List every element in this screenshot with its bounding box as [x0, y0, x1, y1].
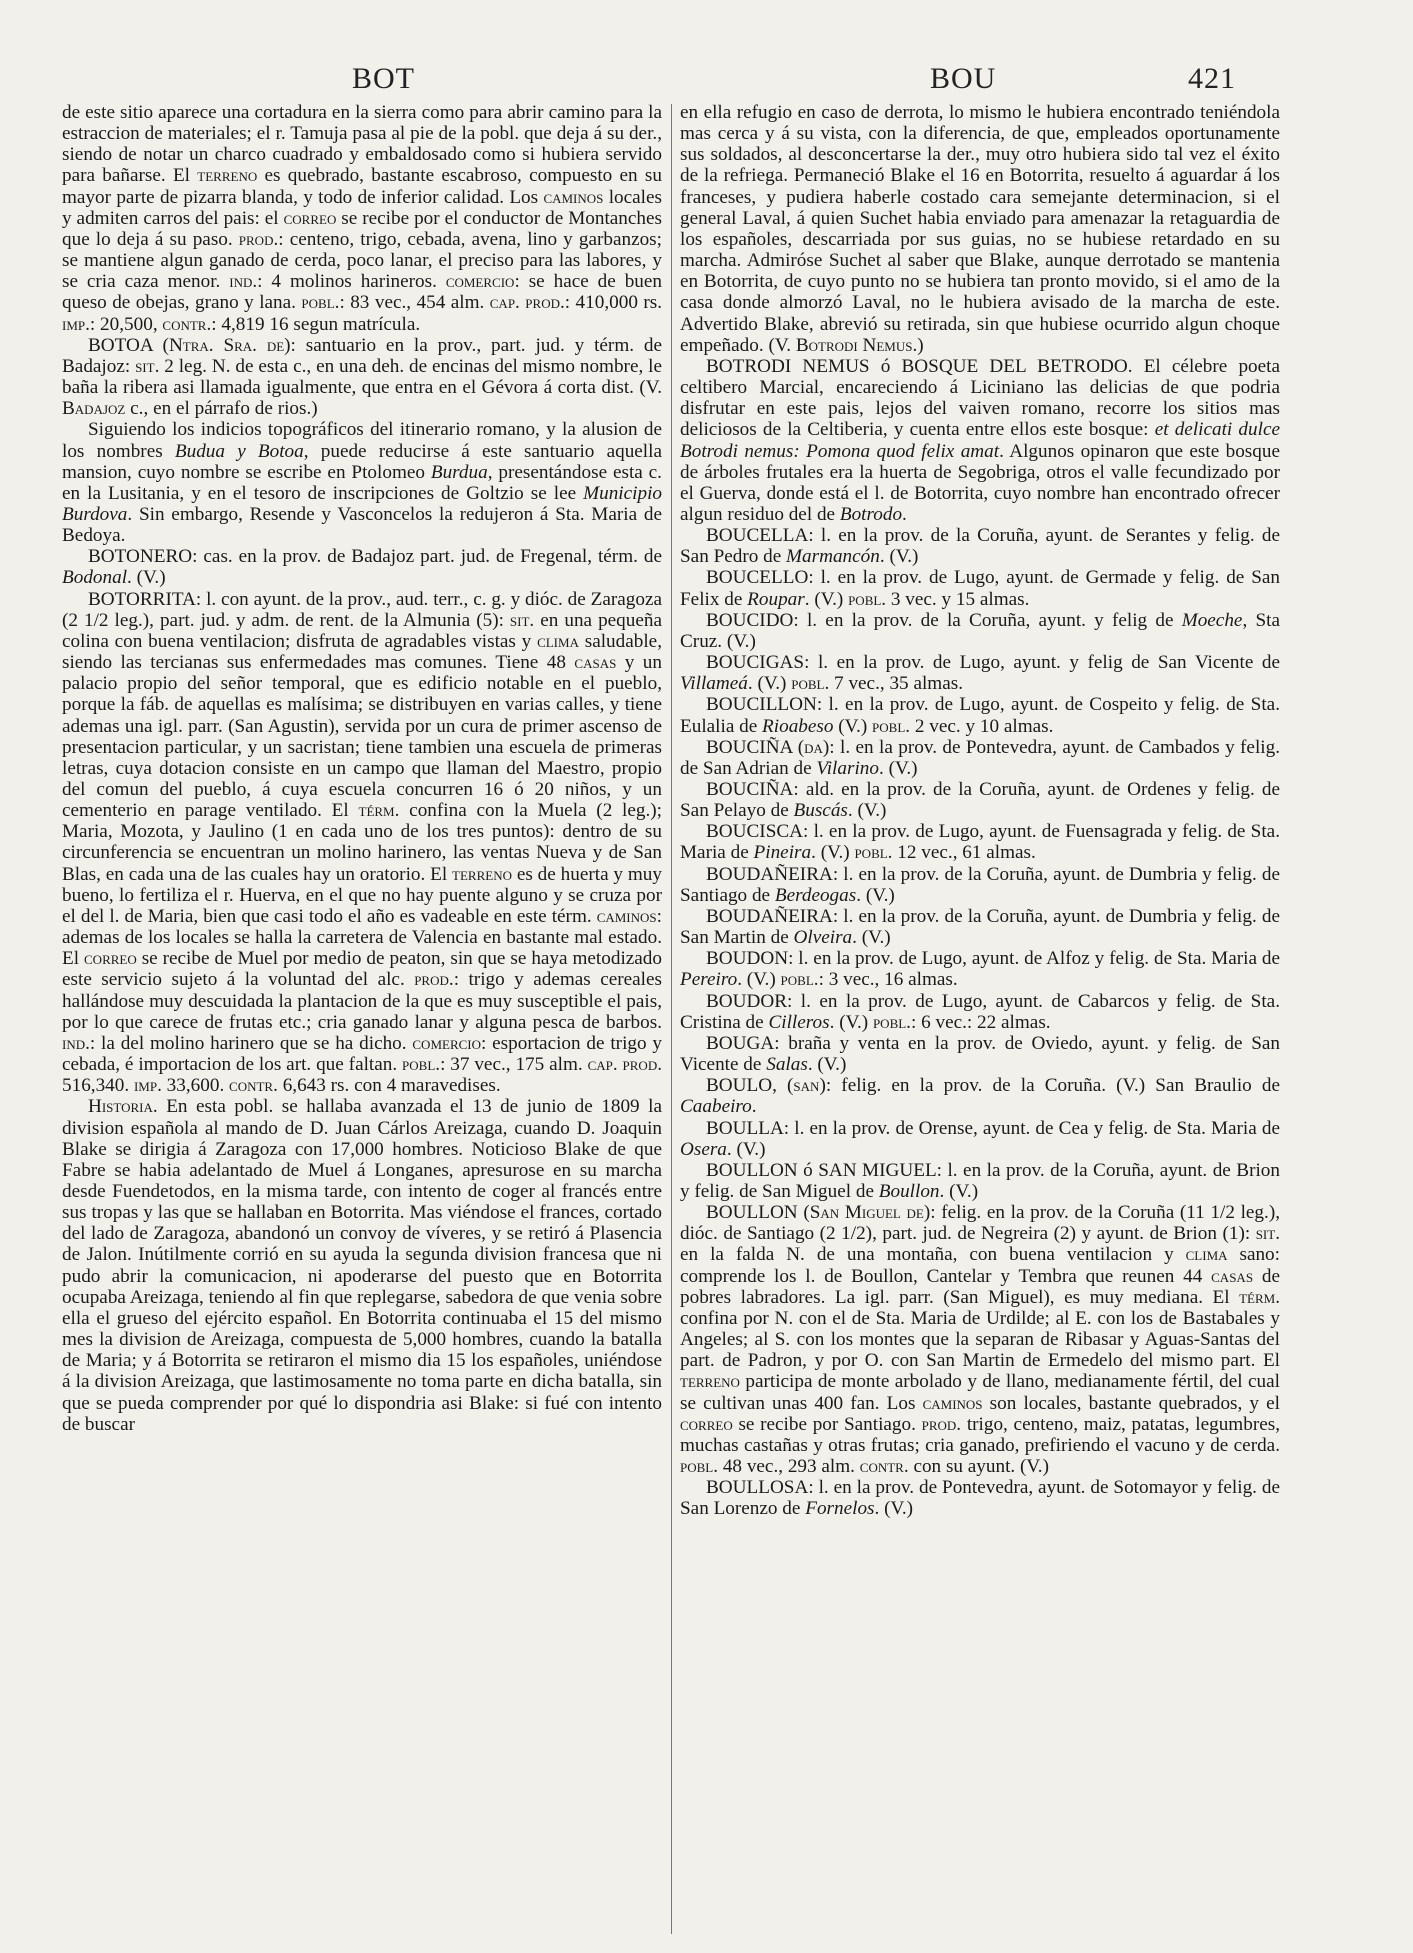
entry-paragraph	[680, 737, 1280, 779]
text-run: se recibe de Muel por medio de peaton, sin que se haya metodizado este servicio sujeto á la voluntad del alc.	[62, 948, 662, 991]
text-run: : 3 vec., 16 almas.	[818, 969, 958, 991]
entry-paragraph	[680, 102, 1280, 356]
small-caps-text: pobl.	[848, 588, 887, 610]
text-run: : ademas de los locales se halla la carretera de Valencia en bastante mal estado. El	[62, 905, 662, 970]
small-caps-text: sit.	[1255, 1223, 1280, 1245]
small-caps-text: correo	[680, 1413, 733, 1435]
italic-text: Burdua	[430, 461, 488, 483]
text-run: . (V.)	[829, 1011, 873, 1033]
text-run: : centeno, trigo, cebada, avena, lino y garbanzos; se mantiene algun ganado de cerda, poco lanar, el preciso para las labores, y se cria caza menor.	[62, 228, 662, 293]
text-run: . (V.)	[939, 1180, 979, 1202]
text-run: ): felig. en la prov. de la Coruña (11 1/2 leg.), dióc. de Santiago (2 1/2), part. jud. de Negreira (2) y ayunt. de Brion (1):	[680, 1202, 1280, 1245]
small-caps-text: correo	[84, 948, 137, 970]
text-run: : 37 vec., 175 alm.	[440, 1054, 588, 1076]
small-caps-text: Botrodi Nemus	[795, 334, 913, 356]
text-run: : 6 vec.: 22 almas.	[910, 1011, 1051, 1033]
text-run: de pobres labradores. La igl. parr. (San Miguel), es muy mediana. El	[680, 1265, 1280, 1308]
text-run: . (V.)	[807, 1054, 847, 1076]
text-run: participa de monte arbolado y de llano, medianamente fértil, del cual se cultivan unas 400 fan. Los	[680, 1371, 1280, 1414]
small-caps-text: caminos	[922, 1392, 983, 1414]
text-run: , presentándose esta c. en la Lusitania, y en el tesoro de inscripciones de Goltzio se lee	[62, 461, 662, 504]
italic-text: Roupar	[747, 588, 805, 610]
text-run: en ella refugio en caso de derrota, lo mismo le hubiera encontrado teniéndola mas cerca y á su vista, con la diferencia, de que, empleados oportunamente sus soldados, al desconcertarse la der., muy otro hubiera sido tal vez el éxito de la refriega. Permaneció Blake el 16 en Botorrita, resuelto á aguardar á los franceses, y pudiera haberle costado cara semejante determinacion, si el general Laval, á quien Suchet habia enviado para amenazar la retaguardia de los españoles, descarriada por sus guias, no se hubiese retardado en su marcha. Admiróse Suchet al saber que Blake, aunque derrotado se mantenia en Botorrita, de cuyo punto no se hubiera tan pronto movido, si el amo de la casa donde almorzó Laval, no le hubiera avisado de la marcha de este. Advertido Blake, abrevió su retirada, sin que hubiese ocurrido algun choque empeñado. (V.	[680, 102, 1280, 356]
small-caps-text: Historia.	[88, 1096, 158, 1118]
entry-paragraph	[680, 610, 1280, 652]
text-run: . (V.)	[747, 673, 792, 695]
small-caps-text: pobl.	[872, 1011, 911, 1033]
small-caps-text: imp.	[133, 1075, 162, 1097]
text-run: . (V.)	[878, 757, 918, 779]
text-run: En esta pobl. se hallaba avanzada el 13 de junio de 1809 la division española al mando de D. Juan Cárlos Areizaga, cuando D. Joaquin Blake se dirigia á Zaragoza con 17,000 hombres. Noticioso Blake de que Fabre se habia adelantado de Muel á Longanes, apresurose en su marcha desde Fuendetodos, en la misma tarde, con intento de coger al francés entre sus tropas y las que se hallaban en Botorrita. Mas viéndose el frances, cortado del lado de Zaragoza, abandonó un convoy de víveres, y se retiró á Plasencia de Jalon. Inútilmente corrió en su ayuda la segunda division francesa que ni pudo abrir la comunicacion, ni apoderarse del puesto que en Botorrita ocupaba Areizaga, teniendo al fin que replegarse, sabedora de que venia sobre ella el grueso del ejército español. En Botorrita continuaba el 15 del mismo mes la division de Areizaga, compuesta de 5,000 hombres, cuando la batalla de Maria; y á Botorrita se retiraron el mismo dia 15 los españoles, uniéndose á la division Areizaga, que lastimosamente no toma parte en dicha batalla, sin que se pueda comprender por qué lo dispondria asi Blake: si fué con intento de buscar	[62, 1096, 662, 1435]
text-run: trigo, centeno, maiz, patatas, legumbres, muchas castañas y otras frutas; cria ganado, prefiriendo el vacuno y de cerda.	[680, 1413, 1280, 1456]
entry-paragraph	[680, 906, 1280, 948]
left-column	[62, 102, 662, 1942]
italic-text: Olveira	[793, 927, 853, 949]
text-run: . Sin embargo, Resende y Vasconcelos la redujeron á Sta. Maria de Bedoya.	[62, 503, 662, 547]
entry-paragraph	[680, 1477, 1280, 1519]
small-caps-text: da	[804, 736, 823, 758]
small-caps-text: pobl.	[791, 673, 830, 695]
text-run: se recibe por el conductor de Montanches que lo deja á su paso.	[62, 207, 662, 250]
italic-text: Rioabeso	[762, 715, 834, 737]
entry-paragraph	[680, 652, 1280, 694]
text-run: Siguiendo los indicios topográficos del itinerario romano, y la alusion de los nombres	[62, 419, 662, 462]
small-caps-text: terreno	[452, 863, 512, 885]
small-caps-text: ind.	[62, 1032, 90, 1054]
entry-paragraph	[62, 419, 662, 546]
text-run: con su ayunt. (V.)	[908, 1456, 1049, 1477]
text-run: en la falda N. de una montaña, con buena ventilacion y	[680, 1244, 1186, 1266]
text-run: BOUCIGAS: l. en la prov. de Lugo, ayunt. y felig de San Vicente de	[706, 652, 1280, 674]
entry-paragraph	[680, 1033, 1280, 1075]
text-run: 516,340.	[62, 1075, 134, 1097]
small-caps-text: pobl.	[854, 842, 893, 864]
text-run: BOUDON: l. en la prov. de Lugo, ayunt. de Alfoz y felig. de Sta. Maria de	[706, 948, 1280, 970]
italic-text: et delicati dulce Botrodi nemus: Pomona quod felix amat	[680, 419, 1280, 462]
entry-paragraph	[680, 779, 1280, 821]
text-run: BOUDAÑEIRA: l. en la prov. de la Coruña, ayunt. de Dumbria y felig. de San Martin de	[680, 905, 1280, 949]
small-caps-text: cap. prod.	[489, 292, 565, 314]
text-run: . Algunos opinaron que este bosque de árboles frutales era la huerta de Segobriga, otros el valle fecundizado por el Guerva, donde está el l. de Botorrita, cuyo nombre han encontrado ofrecer algun residuo del de	[680, 440, 1280, 525]
text-run: BOUCELLA: l. en la prov. de la Coruña, ayunt. de Serantes y felig. de San Pedro de	[680, 525, 1280, 568]
small-caps-text: ind.	[229, 271, 258, 293]
italic-text: Budua y Botoa	[174, 440, 304, 462]
small-caps-text: sit.	[509, 609, 535, 631]
text-run: 2 vec. y 10 almas.	[910, 715, 1054, 737]
small-caps-text: contr.	[859, 1456, 909, 1477]
small-caps-text: clima	[1185, 1244, 1228, 1266]
running-head-left: BOT	[352, 62, 415, 95]
italic-text: Villameá	[680, 673, 748, 695]
text-run: BOUDOR: l. en la prov. de Lugo, ayunt. de Cabarcos y felig. de Sta. Cristina de	[680, 990, 1280, 1033]
small-caps-text: comercio	[445, 271, 515, 293]
text-run: , puede reducirse á este santuario aquella mansion, cuyo nombre se escribe en Ptolomeo	[62, 440, 662, 483]
small-caps-text: contr.	[229, 1075, 278, 1097]
italic-text: Salas	[766, 1054, 808, 1076]
small-caps-text: pobl.	[680, 1456, 719, 1477]
entry-paragraph	[680, 864, 1280, 906]
text-run: BOULLA: l. en la prov. de Orense, ayunt. de Cea y felig. de Sta. Maria de	[706, 1117, 1280, 1139]
text-run: : esportacion de trigo y cebada, é importacion de los art. que faltan.	[62, 1032, 662, 1076]
small-caps-text: terreno	[197, 165, 258, 187]
entry-paragraph	[680, 991, 1280, 1033]
small-caps-text: casas	[574, 652, 617, 674]
italic-text: Caabeiro	[680, 1096, 752, 1118]
text-run: : 83 vec., 454 alm.	[339, 292, 490, 314]
text-run: .	[751, 1096, 757, 1118]
text-run: sano: comprende los l. de Boullon, Cantelar y Tembra que reunen 44	[680, 1244, 1280, 1287]
text-run: son locales, bastante quebrados, y el	[982, 1392, 1280, 1414]
text-run: . (V.)	[847, 800, 887, 822]
small-caps-text: pobl.	[780, 969, 819, 991]
entry-paragraph	[680, 356, 1280, 525]
entry-paragraph	[62, 1096, 662, 1435]
entry-paragraph	[680, 821, 1280, 863]
small-caps-text: prod.	[238, 228, 279, 250]
text-run: , Sta Cruz. (V.)	[680, 609, 1280, 652]
text-run: BOUCISCA: l. en la prov. de Lugo, ayunt. de Fuensagrada y felig. de Sta. Maria de	[680, 821, 1280, 864]
text-run: . (V.)	[852, 927, 891, 949]
text-run: BOTONERO: cas. en la prov. de Badajoz part. jud. de Fregenal, térm. de	[88, 546, 662, 568]
small-caps-text: Badajoz	[62, 398, 126, 420]
text-run: y un palacio propio del señor temporal, que es edificio notable en el pueblo, porque la fáb. de aquellas es malísima; se distribuyen en varias calles, y tiene ademas una igl. parr. (San Agustin), servida por un cura de primer ascenso de presentacion particular, y un sacristan; tiene tambien una escuela de primeras letras, cuya dotacion consiste en un campo que llaman del Maestro, propio del comun del pueblo, á cuya escuela concurren 16 ó 20 niños, y un cementerio en parage ventilado. El	[62, 652, 662, 822]
small-caps-text: correo	[283, 207, 337, 229]
text-run: : la del molino harinero que se ha dicho.	[89, 1032, 413, 1054]
text-run: es de huerta y muy bueno, lo fertiliza el r. Huerva, en el que no hay puente alguno y se cruza por el del l. de Maria, bien que casi todo el año es vadeable en este térm.	[62, 863, 662, 927]
text-run: BOUCIÑA: ald. en la prov. de la Coruña, ayunt. de Ordenes y felig. de San Pelayo de	[680, 779, 1280, 822]
text-run: (V.)	[833, 715, 873, 737]
text-run: .	[902, 503, 907, 525]
text-run: de este sitio aparece una cortadura en la sierra como para abrir camino para la estraccion de materiales; el r. Tamuja pasa al pie de la pobl. que deja á su der., siendo de notar un charco cuadrado y embaldosado como si hubiera servido para bañarse. El	[62, 102, 662, 187]
text-run: . (V.)	[737, 969, 781, 991]
text-run: 48 vec., 293 alm.	[718, 1456, 860, 1477]
text-run: ): santuario en la prov., part. jud. y térm. de Badajoz:	[62, 334, 662, 377]
text-run: BOTORRITA: l. con ayunt. de la prov., aud. terr., c. g. y dióc. de Zaragoza (2 1/2 leg.), part. jud. y adm. de rent. de la Almunia (5):	[62, 588, 662, 631]
text-run: confina con la Muela (2 leg.); Maria, Mozota, y Jaulino (1 en cada uno de los tres puntos): dentro de su circunferencia se encuentran un molino harinero, las ventas Nueva y de San Blas, en cada una de las cuales hay un oratorio. El	[62, 800, 662, 885]
italic-text: Boullon	[878, 1180, 940, 1202]
entry-paragraph	[680, 948, 1280, 990]
text-run: 33,600.	[161, 1075, 230, 1097]
right-column	[680, 102, 1280, 1942]
text-run: BOULO, (	[706, 1075, 794, 1097]
italic-text: Pereiro	[680, 969, 738, 991]
text-run: c., en el párrafo de rios.)	[125, 398, 318, 420]
small-caps-text: terreno	[680, 1371, 740, 1393]
text-run: . (V.)	[811, 842, 855, 864]
small-caps-text: térm.	[1239, 1286, 1280, 1308]
entry-paragraph	[62, 335, 662, 420]
text-run: . (V.)	[879, 546, 919, 568]
italic-text: Fornelos	[805, 1498, 875, 1520]
small-caps-text: térm.	[358, 800, 400, 822]
text-run: 3 vec. y 15 almas.	[886, 588, 1030, 610]
text-run: : 20,500,	[89, 313, 163, 335]
small-caps-text: san	[793, 1075, 820, 1097]
text-run: se recibe por Santiago.	[732, 1413, 922, 1435]
text-run: BOUCELLO: l. en la prov. de Lugo, ayunt. de Germade y felig. de San Felix de	[680, 567, 1280, 610]
italic-text: Berdeogas	[774, 884, 857, 906]
text-run: 7 vec., 35 almas.	[829, 673, 963, 695]
text-run: BOUGA: braña y venta en la prov. de Oviedo, ayunt. y felig. de San Vicente de	[680, 1032, 1280, 1076]
small-caps-text: cap. prod.	[587, 1054, 662, 1076]
small-caps-text: contr.	[162, 313, 212, 335]
text-run: BOULLON ó SAN MIGUEL: l. en la prov. de la Coruña, ayunt. de Brion y felig. de San Miguel de	[680, 1159, 1280, 1202]
italic-text: Cilleros	[768, 1011, 830, 1033]
small-caps-text: prod.	[414, 969, 454, 991]
small-caps-text: casas	[1211, 1265, 1254, 1287]
small-caps-text: pobl.	[301, 292, 340, 314]
text-run: confina por N. con el de Sta. Maria de Urdilde; al E. con los de Bastabales y Angeles; al S. con los montes que la separan de Ribasar y Aguas-Santas del part. de Padron, y por O. con San Martin de Ermedelo del mismo part. El	[680, 1307, 1280, 1372]
entry-paragraph	[680, 525, 1280, 567]
italic-text: Bodonal	[62, 567, 128, 589]
entry-paragraph	[680, 1202, 1280, 1477]
small-caps-text: pobl.	[872, 715, 911, 737]
text-run: 12 vec., 61 almas.	[892, 842, 1036, 864]
small-caps-text: sit.	[135, 355, 160, 377]
text-run: BOULLOSA: l. en la prov. de Pontevedra, ayunt. de Sotomayor y felig. de San Lorenzo de	[680, 1477, 1280, 1520]
small-caps-text: caminos	[543, 186, 604, 208]
running-head-right: BOU	[930, 62, 997, 95]
text-run: locales y admiten carros del pais: el	[62, 186, 662, 229]
text-run: . (V.)	[856, 884, 895, 906]
text-run: BOUCILLON: l. en la prov. de Lugo, ayunt. de Cospeito y felig. de Sta. Eulalia de	[680, 694, 1280, 737]
italic-text: Marmancón	[786, 546, 880, 568]
small-caps-text: clima	[537, 630, 579, 652]
text-run: BOUDAÑEIRA: l. en la prov. de la Coruña, ayunt. de Dumbria y felig. de Santiago de	[680, 863, 1280, 906]
small-caps-text: caminos	[596, 905, 657, 927]
column-divider	[671, 104, 672, 1934]
small-caps-text: San Miguel de	[809, 1202, 924, 1224]
italic-text: Pineira	[753, 842, 812, 864]
text-run: : 410,000 rs.	[564, 292, 662, 314]
entry-paragraph	[62, 546, 662, 588]
small-caps-text: comercio	[412, 1032, 482, 1054]
text-run: : trigo y ademas cereales hallándose muy descuidada la plantacion de la que es muy susceptible el pais, por lo que carece de frutas etc.; cria ganado lanar y alguna pesca de barbos.	[62, 969, 662, 1033]
text-run: : 4,819 16 segun matrícula.	[211, 313, 421, 335]
text-run: BOTRODI NEMUS ó BOSQUE DEL BETRODO. El célebre poeta celtibero Marcial, encareciendo á Liciniano las delicias de que podria disfrutar en este pais, lejos del vaiven romano, recorre los sitios mas deliciosos de la Celtiberia, y cuenta entre ellos este bosque:	[680, 355, 1280, 441]
text-run: BOUCIÑA (	[706, 736, 805, 758]
text-run: en una pequeña colina con buena ventilacion; disfruta de agradables vistas y	[62, 609, 662, 652]
entry-paragraph	[62, 589, 662, 1097]
small-caps-text: Ntra. Sra. de	[168, 334, 285, 356]
text-run: ): l. en la prov. de Pontevedra, ayunt. de Cambados y felig. de San Adrian de	[680, 736, 1280, 779]
entry-paragraph	[680, 1160, 1280, 1202]
text-run: BOULLON (	[706, 1202, 810, 1224]
text-run: .)	[912, 334, 924, 356]
italic-text: Osera	[680, 1138, 727, 1160]
italic-text: Buscás	[793, 800, 848, 822]
text-run: es quebrado, bastante escabroso, compuesto en su mayor parte de pizarra blanda, y todo de inferior calidad. Los	[62, 165, 662, 208]
small-caps-text: prod.	[921, 1413, 962, 1435]
text-run: . (V.)	[127, 567, 166, 589]
text-run: ): felig. en la prov. de la Coruña. (V.) San Braulio de	[819, 1075, 1280, 1097]
text-run: BOUCIDO: l. en la prov. de la Coruña, ayunt. y felig de	[706, 609, 1182, 631]
page-number: 421	[1188, 62, 1236, 95]
text-run: . (V.)	[874, 1498, 914, 1520]
text-run: . (V.)	[804, 588, 849, 610]
entry-paragraph	[62, 102, 662, 335]
entry-paragraph	[680, 1075, 1280, 1117]
text-run: 6,643 rs. con 4 maravedises.	[277, 1075, 501, 1097]
text-run: BOTOA (	[88, 334, 169, 356]
text-run: 2 leg. N. de esta c., en una deh. de encinas del mismo nombre, le baña la ribera asi llamada igualmente, que entra en el Gévora á corta dist. (V.	[62, 355, 662, 399]
text-run: : se hace de buen queso de obejas, grano y lana.	[62, 271, 662, 314]
italic-text: Botrodo	[839, 503, 903, 525]
small-caps-text: imp.	[62, 313, 90, 335]
text-run: . (V.)	[726, 1138, 766, 1160]
entry-paragraph	[680, 567, 1280, 609]
text-run: saludable, siendo las tercianas sus enfermedades mas comunes. Tiene 48	[62, 630, 662, 674]
text-run: : 4 molinos harineros.	[257, 271, 446, 293]
italic-text: Moeche	[1181, 609, 1243, 631]
entry-paragraph	[680, 694, 1280, 736]
small-caps-text: pobl.	[402, 1054, 441, 1076]
entry-paragraph	[680, 1118, 1280, 1160]
italic-text: Vilarino	[816, 757, 879, 779]
italic-text: Municipio Burdova	[62, 482, 662, 525]
